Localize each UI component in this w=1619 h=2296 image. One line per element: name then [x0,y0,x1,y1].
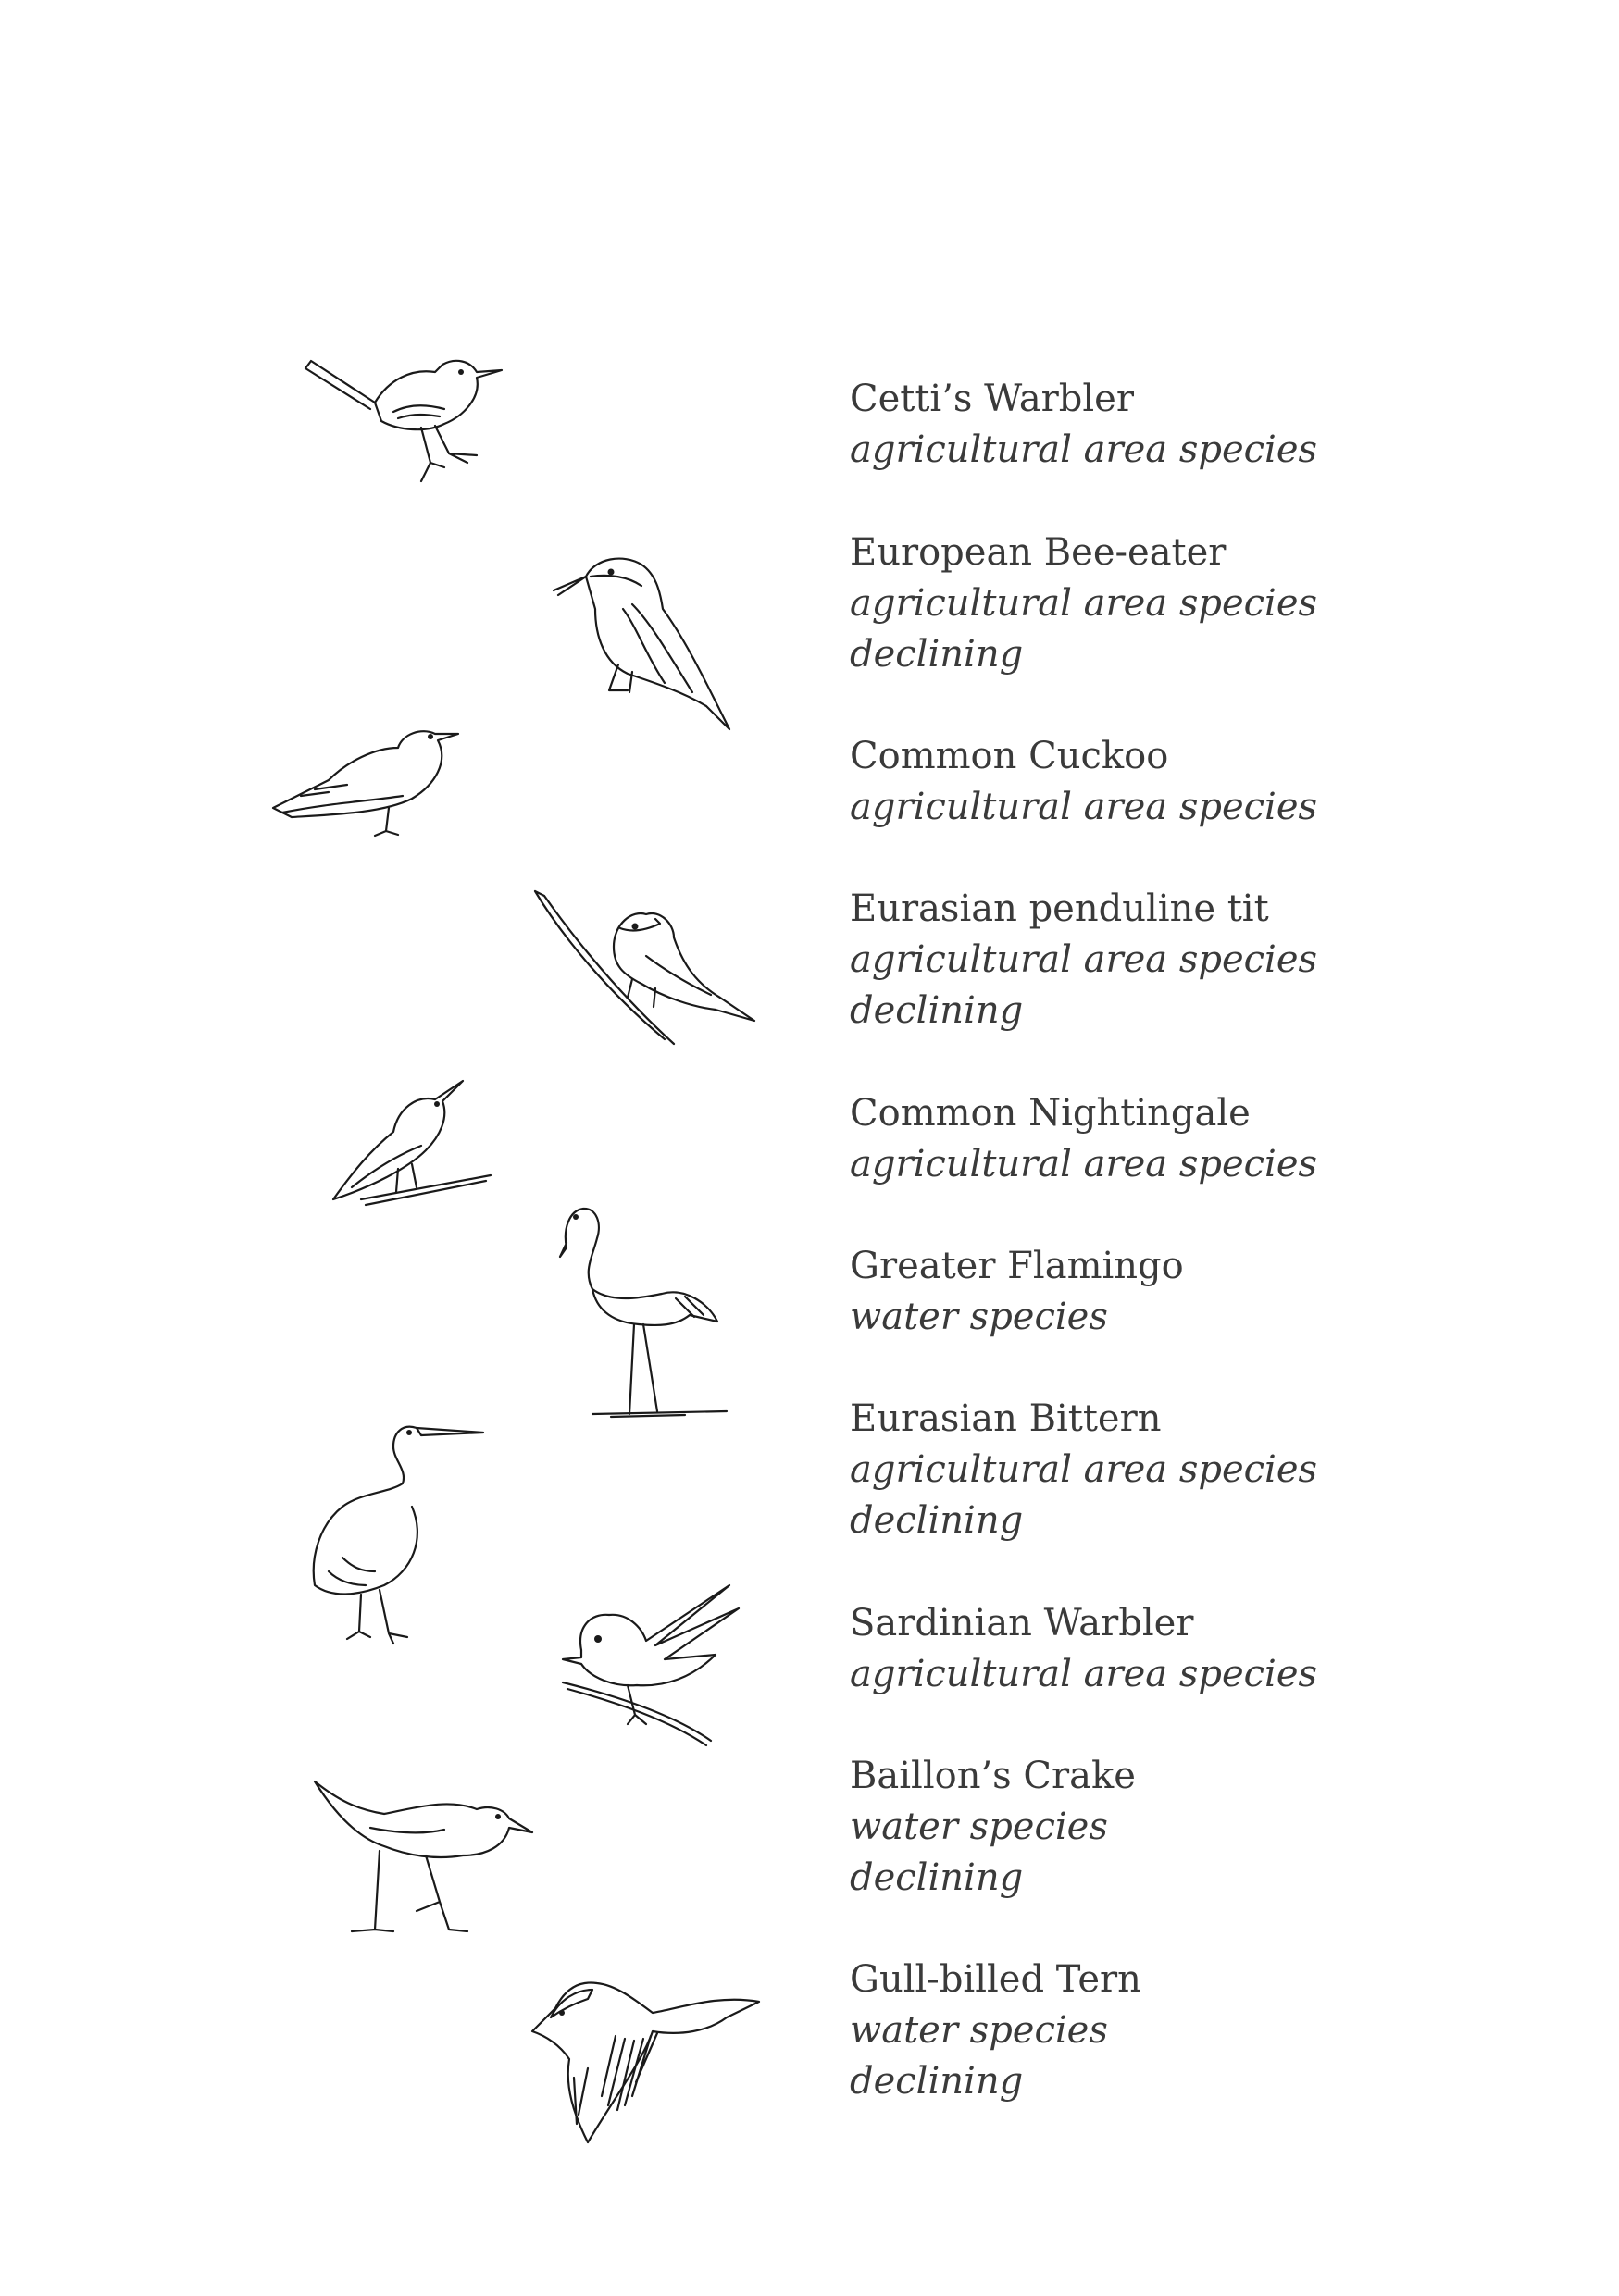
species-habitat: agricultural area species [850,428,1318,471]
species-name: Greater Flamingo [850,1245,1184,1287]
greater-flamingo-drawing-icon [555,1206,727,1419]
species-entry-gull-billed-tern [850,1955,1141,2107]
species-name: Cetti’s Warbler [850,378,1134,420]
species-habitat: water species [850,2009,1108,2052]
species-habitat: agricultural area species [850,938,1318,981]
species-trend: declining [850,2060,1024,2103]
species-habitat: agricultural area species [850,786,1318,828]
sardinian-warbler-drawing-icon [563,1585,739,1745]
common-nightingale-drawing-icon [333,1081,492,1209]
species-entry-sardinian-warbler [850,1598,1317,1700]
species-trend: declining [850,989,1024,1032]
species-entry-baillons-crake [850,1751,1136,1904]
species-trend: declining [850,1499,1024,1542]
species-entry-cettis-warbler [850,374,1317,476]
common-cuckoo-drawing-icon [273,711,479,838]
species-trend: declining [850,1856,1024,1899]
baillons-crake-drawing-icon [315,1781,532,1934]
eurasian-bittern-drawing-icon [305,1419,483,1644]
species-trend: declining [850,633,1024,676]
species-name: Baillon’s Crake [850,1755,1136,1797]
species-entry-greater-flamingo [850,1241,1184,1343]
species-name: Eurasian Bittern [850,1397,1162,1440]
species-name: Common Cuckoo [850,735,1169,777]
species-entry-eurasian-bittern [850,1394,1317,1546]
species-habitat: agricultural area species [850,582,1318,625]
species-name: Eurasian penduline tit [850,887,1269,930]
eurasian-penduline-tit-drawing-icon [535,891,754,1049]
species-habitat: agricultural area species [850,1448,1318,1491]
species-name: Gull-billed Tern [850,1958,1141,2001]
gull-billed-tern-drawing-icon [532,1967,759,2144]
species-habitat: water species [850,1806,1108,1848]
species-entry-common-nightingale [850,1088,1317,1190]
species-entry-european-bee-eater [850,527,1317,680]
species-name: Common Nightingale [850,1092,1251,1135]
species-habitat: water species [850,1296,1108,1338]
species-name: European Bee-eater [850,531,1227,574]
species-entry-eurasian-penduline-tit [850,884,1317,1036]
species-name: Sardinian Warbler [850,1602,1194,1644]
cettis-warbler-drawing-icon [305,352,509,504]
species-habitat: agricultural area species [850,1653,1318,1695]
species-habitat: agricultural area species [850,1143,1318,1185]
species-entry-common-cuckoo [850,731,1317,833]
european-bee-eater-drawing-icon [554,553,734,731]
